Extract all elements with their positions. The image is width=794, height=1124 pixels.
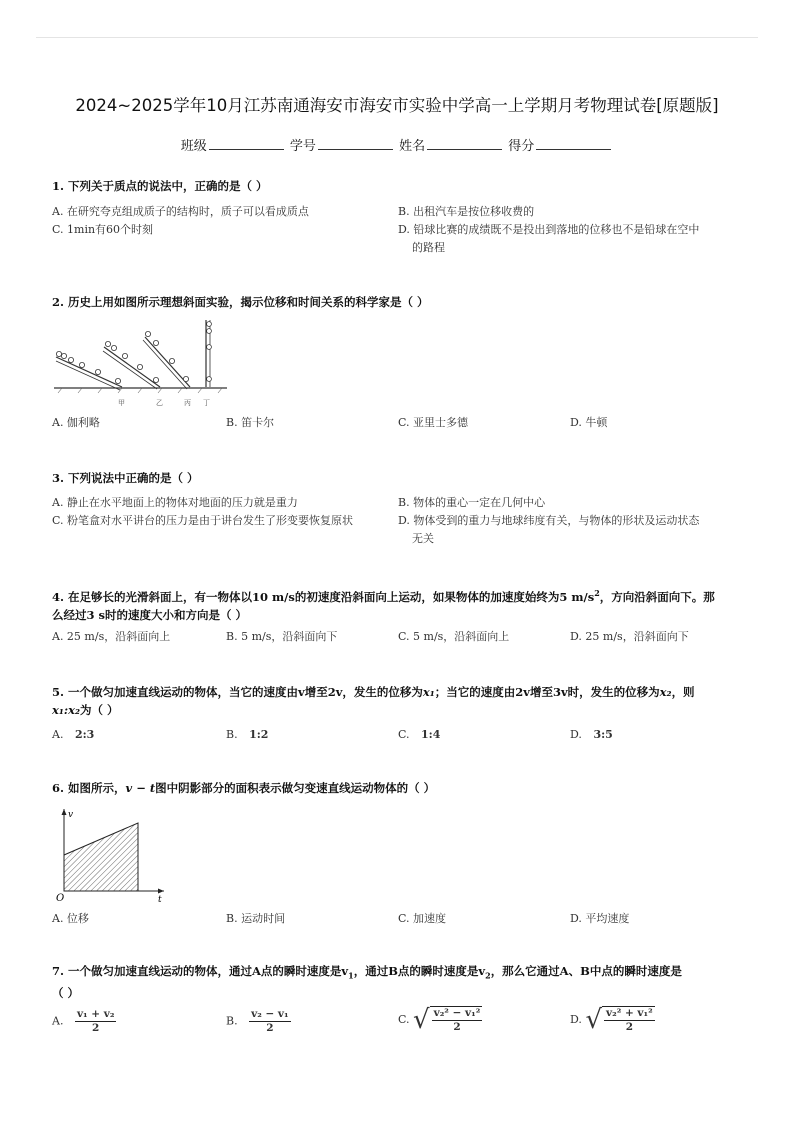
fraction: $\frac{\text{v₂² + v₁²}}{2}$ (606, 1007, 653, 1033)
q7-option-d[interactable]: D. √ $\frac{\text{v₂² + v₁²}}{2}$ (570, 1005, 653, 1035)
axis-t-label: t (158, 895, 162, 905)
q1-option-c[interactable]: C. 1min有60个时刻 (52, 223, 154, 236)
q6-option-a[interactable]: A. 位移 (52, 912, 89, 925)
q6-option-c[interactable]: C. 加速度 (398, 912, 447, 925)
q4-option-b[interactable]: B. 5 m/s，沿斜面向下 (226, 630, 338, 643)
q4-stem: 4. 在足够长的光滑斜面上，有一物体以10 m/s的初速度沿斜面向上运动，如果物体的加速度始终为5 $m/s^2$，方向沿斜面向下。那 么经过3 s时的速度大小和方向是（ ） (52, 588, 715, 622)
q5-option-a[interactable]: A. 2:3 (52, 728, 95, 741)
vt-graph-figure (52, 805, 172, 905)
id-field[interactable] (318, 137, 393, 150)
q1-option-d[interactable]: D. 铅球比赛的成绩既不是投出到落地的位移也不是铅球在空中 的路程 (398, 223, 700, 254)
sqrt-expression: √ $\frac{\text{v₂² + v₁²}}{2}$ (585, 1005, 653, 1035)
axis-v-label: v (68, 810, 74, 820)
q5-option-d[interactable]: D. 3:5 (570, 728, 613, 741)
fraction: $\frac{\text{v₂² − v₁²}}{2}$ (433, 1007, 481, 1033)
q4-option-d[interactable]: D. 25 m/s，沿斜面向下 (570, 630, 689, 643)
score-label: 得分 (508, 139, 535, 154)
q1-option-a[interactable]: A. 在研究夸克组成质子的结构时，质子可以看成质点 (52, 205, 309, 218)
q7-stem: 7. 一个做匀加速直线运动的物体，通过A点的瞬时速度是$v_1$，通过B点的瞬时速度是$v_2$，那么它通过A、B中点的瞬时速度是 （ ） (52, 964, 682, 1001)
name-label: 姓名 (399, 139, 426, 154)
inclined-plane-figure (52, 315, 232, 411)
fraction: $\frac{\text{v₂ − v₁}}{2}$ (251, 1008, 289, 1034)
q7-option-a[interactable]: A. $\frac{\text{v₁ + v₂}}{2}$ (52, 1008, 115, 1034)
origin-label: O (56, 893, 65, 904)
q2-option-c[interactable]: C. 亚里士多德 (398, 416, 469, 429)
top-rule (36, 37, 758, 38)
q6-stem: 6. 如图所示，v − t图中阴影部分的面积表示做匀变速直线运动物体的（ ） (52, 781, 436, 795)
q2-option-a[interactable]: A. 伽利略 (52, 416, 100, 429)
q3-option-d[interactable]: D. 物体受到的重力与地球纬度有关，与物体的形状及运动状态 无关 (398, 514, 700, 545)
q4-option-a[interactable]: A. 25 m/s，沿斜面向上 (52, 630, 171, 643)
label-ding: 丁 (203, 399, 210, 407)
q2-option-d[interactable]: D. 牛顿 (570, 416, 608, 429)
q3-option-c[interactable]: C. 粉笔盒对水平讲台的压力是由于讲台发生了形变要恢复原状 (52, 514, 354, 527)
q6-option-d[interactable]: D. 平均速度 (570, 912, 630, 925)
q5-option-b[interactable]: B. 1:2 (226, 728, 269, 741)
score-field[interactable] (536, 137, 611, 150)
q5-stem: 5. 一个做匀加速直线运动的物体，当它的速度由v增至2v，发生的位移为x₁；当它的速度由2v增至3v时，发生的位移为x₂，则 x₁:x₂为（ ） (52, 685, 695, 717)
q5-option-c[interactable]: C. 1:4 (398, 728, 441, 741)
label-yi: 乙 (156, 399, 163, 407)
class-label: 班级 (180, 139, 207, 154)
q4-option-c[interactable]: C. 5 m/s，沿斜面向上 (398, 630, 510, 643)
label-jia: 甲 (118, 399, 125, 407)
fraction: $\frac{\text{v₁ + v₂}}{2}$ (76, 1008, 115, 1034)
q3-option-a[interactable]: A. 静止在水平地面上的物体对地面的压力就是重力 (52, 496, 298, 509)
q2-stem: 2. 历史上用如图所示理想斜面实验，揭示位移和时间关系的科学家是（ ） (52, 295, 429, 309)
name-field[interactable] (427, 137, 502, 150)
page-title: 2024~2025学年10月江苏南通海安市海安市实验中学高一上学期月考物理试卷[原题版] (75, 96, 719, 115)
id-label: 学号 (289, 139, 316, 154)
q3-stem: 3. 下列说法中正确的是（ ） (52, 471, 199, 485)
student-info-row (0, 135, 794, 154)
q2-option-b[interactable]: B. 笛卡尔 (226, 416, 275, 429)
q7-option-b[interactable]: B. $\frac{\text{v₂ − v₁}}{2}$ (226, 1008, 289, 1034)
q1-option-b[interactable]: B. 出租汽车是按位移收费的 (398, 205, 535, 218)
q1-stem: 1. 下列关于质点的说法中，正确的是（ ） (52, 179, 268, 193)
sqrt-expression: √ $\frac{\text{v₂² − v₁²}}{2}$ (413, 1005, 481, 1035)
class-field[interactable] (209, 137, 284, 150)
label-bing: 丙 (184, 399, 191, 407)
q3-option-b[interactable]: B. 物体的重心一定在几何中心 (398, 496, 546, 509)
q6-option-b[interactable]: B. 运动时间 (226, 912, 286, 925)
q7-option-c[interactable]: C. √ $\frac{\text{v₂² − v₁²}}{2}$ (398, 1005, 481, 1035)
